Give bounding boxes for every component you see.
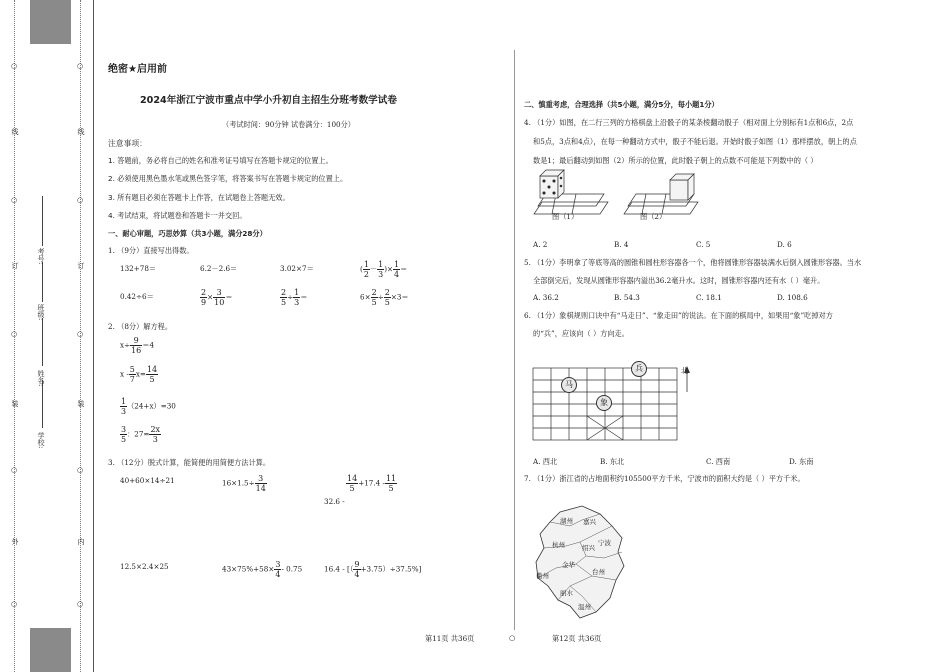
chess-board <box>532 362 698 452</box>
notes-heading: 注意事项： <box>108 139 147 148</box>
inner-label-zhuang: 装 <box>77 400 85 407</box>
chess-piece-soldier: 兵 <box>631 361 647 377</box>
q3-a: 40+60×14÷21 <box>120 476 175 485</box>
binding-strip-shade-top-inner <box>30 0 70 44</box>
dice-2 <box>670 174 694 200</box>
q6-line-2: 的“兵”，应该向（ ）方向走。 <box>533 329 629 338</box>
note-2: 2. 必须使用黑色墨水笔或黑色签字笔，将答案书写在答题卡规定的位置上。 <box>108 174 348 183</box>
outer-label-zhuang: 装 <box>11 400 19 407</box>
q3-c-prefix: 32.6 - <box>324 497 345 506</box>
q5-option-a[interactable]: A. 36.2 <box>533 293 559 302</box>
left-page-footer: 第11页 共36页 <box>425 634 475 643</box>
q4-option-b[interactable]: B. 4 <box>614 240 629 249</box>
exam-number-line[interactable] <box>42 196 43 246</box>
q4-option-d[interactable]: D. 6 <box>777 240 792 249</box>
q5-option-b[interactable]: B. 54.3 <box>614 293 640 302</box>
binding-strip-shade-bottom-inner <box>30 628 70 672</box>
q1-b: 6.2－2.6＝ <box>200 264 238 273</box>
circle-mark: ○ <box>10 330 18 338</box>
circle-mark: ○ <box>76 330 84 338</box>
page-title: 2024年浙江宁波市重点中学小升初自主招生分班考数学试卷 <box>140 95 397 106</box>
q7-text: 7. （1分）浙江省的占地面积约105500平方千米，宁波市的面积大约是（ ）平方千米。 <box>524 474 805 483</box>
circle-mark: ○ <box>10 62 18 70</box>
outer-label-wai: 外 <box>11 538 19 545</box>
q4-line-2: 和5点，3点和4点），在每一种翻动方式中，骰子不能后退。开始时骰子如图（1）那样摆放，朝上的点 <box>533 137 857 146</box>
fraction: $\frac{1}{4}$ <box>394 260 400 279</box>
fraction: $\frac{3}{14}$ <box>255 474 266 493</box>
q6-line-1: 6. （1分）象棋规则口诀中有“马走日”、“象走田”的说法。在下面的棋局中，如果用“象”吃掉对方 <box>524 311 833 320</box>
city-hangzhou: 杭州 <box>552 541 565 549</box>
city-wenzhou: 温州 <box>578 603 591 611</box>
note-1: 1. 答题前，务必将自己的姓名和准考证号填写在答题卡规定的位置上。 <box>108 156 333 165</box>
note-3: 3. 所有题目必须在答题卡上作答，在试题卷上答题无效。 <box>108 193 290 202</box>
margin-line <box>93 0 94 672</box>
fraction: $\frac{14}{5}$ <box>347 474 358 493</box>
q1-e: 0.42÷6＝ <box>120 292 154 301</box>
q4-line-3: 数是1；最后翻动到如图（2）所示的位置，此时骰子朝上的点数不可能是下列数中的（ ） <box>533 156 818 165</box>
section-2-heading: 二、慎重考虑，合理选择（共5小题，满分5分，每小题1分） <box>524 100 719 109</box>
question-1: 1. （9分）直接写出得数。 <box>108 246 194 255</box>
school-field-label: 学校: <box>37 432 45 449</box>
circle-mark: ○ <box>76 466 84 474</box>
q3-d: 12.5×2.4×25 <box>120 562 169 571</box>
q6-option-b[interactable]: B. 东北 <box>600 457 625 466</box>
class-field-label: 班级: <box>37 304 45 321</box>
fraction: $\frac{3}{4}$ <box>275 560 281 579</box>
q2-eq-1: x÷ $\frac{9}{16}$ ＝4 <box>120 336 155 355</box>
q2-eq-2: x - $\frac{5}{7}$ x= $\frac{14}{5}$ <box>120 365 158 384</box>
fraction: $\frac{2}{5}$ <box>281 288 287 307</box>
q1-h: 6× $\frac{2}{5}$ ÷ $\frac{2}{5}$ ×3＝ <box>360 288 409 307</box>
q6-option-c[interactable]: C. 西南 <box>706 457 731 466</box>
fraction: $\frac{14}{5}$ <box>146 365 158 384</box>
q4-option-a[interactable]: A. 2 <box>533 240 548 249</box>
q6-option-a[interactable]: A. 西北 <box>533 457 558 466</box>
fraction: $\frac{11}{5}$ <box>385 474 397 493</box>
exam-info: （考试时间：90分钟 试卷满分：100分） <box>222 120 355 129</box>
fraction: $\frac{3}{10}$ <box>214 288 225 307</box>
q1-f: $\frac{2}{9}$ × $\frac{3}{10}$ ＝ <box>201 288 233 307</box>
dice-1 <box>540 170 564 198</box>
q1-d: ( $\frac{1}{2}$ － $\frac{1}{3}$ )× $\frac{1}{4}$ ＝ <box>360 260 408 279</box>
fraction: $\frac{2x}{3}$ <box>150 425 161 444</box>
north-label: 北 <box>681 366 689 375</box>
q3-c: $\frac{14}{5}$ +17.4 - $\frac{11}{5}$ <box>347 474 397 493</box>
city-huzhou: 湖州 <box>560 517 573 525</box>
exam-number-label: 考号: <box>37 248 45 265</box>
page-divider-circle: ○ <box>509 633 516 642</box>
secret-label: 绝密★启用前 <box>108 64 167 75</box>
q1-c: 3.02×7＝ <box>280 264 314 273</box>
q5-option-c[interactable]: C. 18.1 <box>696 293 722 302</box>
q2-eq-3: $\frac{1}{3}$ （24+x）=30 <box>121 397 176 416</box>
fraction: $\frac{1}{3}$ <box>378 260 384 279</box>
city-quzhou: 衢州 <box>536 572 549 580</box>
fraction: $\frac{2}{5}$ <box>384 288 390 307</box>
circle-mark: ○ <box>10 466 18 474</box>
q6-option-d[interactable]: D. 东南 <box>789 457 814 466</box>
inner-label-xian: 线 <box>77 128 85 135</box>
fraction: $\frac{3}{5}$ <box>121 425 127 444</box>
city-taizhou: 台州 <box>592 568 605 576</box>
fraction: $\frac{1}{3}$ <box>121 397 127 416</box>
chess-piece-elephant: 象 <box>596 395 612 411</box>
circle-mark: ○ <box>76 62 84 70</box>
circle-mark: ○ <box>10 600 18 608</box>
q4-option-c[interactable]: C. 5 <box>696 240 711 249</box>
outer-label-xian: 线 <box>11 128 19 135</box>
q4-line-1: 4. （1分）如图，在二行三列的方格棋盘上沿骰子的某条棱翻动骰子（相对面上分别标有1点和6点，2点 <box>524 118 854 127</box>
q3-e: 43×75%+58× $\frac{3}{4}$ - 0.75 <box>222 560 303 579</box>
city-jinhua: 金华 <box>562 561 575 569</box>
q3-b: 16×1.5÷ $\frac{3}{14}$ <box>222 474 266 493</box>
inner-label-nei: 内 <box>77 538 85 545</box>
outer-label-ding: 订 <box>11 262 19 269</box>
fraction: $\frac{1}{2}$ <box>363 260 369 279</box>
city-lishui: 丽水 <box>560 589 573 597</box>
q2-eq-4: $\frac{3}{5}$ ：27= $\frac{2x}{3}$ <box>121 425 161 444</box>
fig-1-label: 图（1） <box>552 212 579 221</box>
fraction: $\frac{1}{3}$ <box>294 288 300 307</box>
q5-line-2: 全部倒完后，发现从圆锥形容器内溢出36.2毫升水。这时，圆锥形容器内还有水（ ）毫升。 <box>533 276 825 285</box>
city-shaoxing: 绍兴 <box>582 544 595 552</box>
fraction: $\frac{9}{4}$ <box>354 560 360 579</box>
fraction: $\frac{5}{7}$ <box>129 365 135 384</box>
circle-mark: ○ <box>76 196 84 204</box>
right-page-footer: 第12页 共36页 <box>552 634 602 643</box>
q1-a: 132+78＝ <box>120 264 157 273</box>
page-divider <box>514 50 515 630</box>
section-1-heading: 一、耐心审题，巧思妙算（共3小题，满分28分） <box>108 229 267 238</box>
class-field-line[interactable] <box>42 262 43 302</box>
fraction: $\frac{2}{5}$ <box>371 288 377 307</box>
name-field-label: 姓名: <box>37 370 45 387</box>
q5-line-1: 5. （1分）李明拿了等底等高的圆锥和圆柱形容器各一个，他将圆锥形容器装满水后倒入圆锥形容器。当水 <box>524 258 862 267</box>
school-field-line[interactable] <box>42 380 43 428</box>
fig-2-label: 图（2） <box>640 212 667 221</box>
circle-mark: ○ <box>10 196 18 204</box>
q3-f: 16.4 - [（ $\frac{9}{4}$ +3.75）÷37.5%] <box>324 560 422 579</box>
note-4: 4. 考试结束，将试题卷和答题卡一并交回。 <box>108 211 247 220</box>
q5-option-d[interactable]: D. 108.6 <box>777 293 808 302</box>
city-ningbo: 宁波 <box>598 539 611 547</box>
name-field-line[interactable] <box>42 318 43 366</box>
circle-mark: ○ <box>76 600 84 608</box>
inner-label-ding: 订 <box>77 262 85 269</box>
question-3: 3. （12分）脱式计算，能简便的用简便方法计算。 <box>108 458 271 467</box>
chess-piece-horse: 马 <box>561 377 577 393</box>
q1-g: $\frac{2}{5}$ ÷ $\frac{1}{3}$ ＝ <box>281 288 308 307</box>
city-jiaxing: 嘉兴 <box>583 518 596 526</box>
fraction: $\frac{9}{16}$ <box>131 336 142 355</box>
question-2: 2. （8分）解方程。 <box>108 322 173 331</box>
fraction: $\frac{2}{9}$ <box>201 288 207 307</box>
